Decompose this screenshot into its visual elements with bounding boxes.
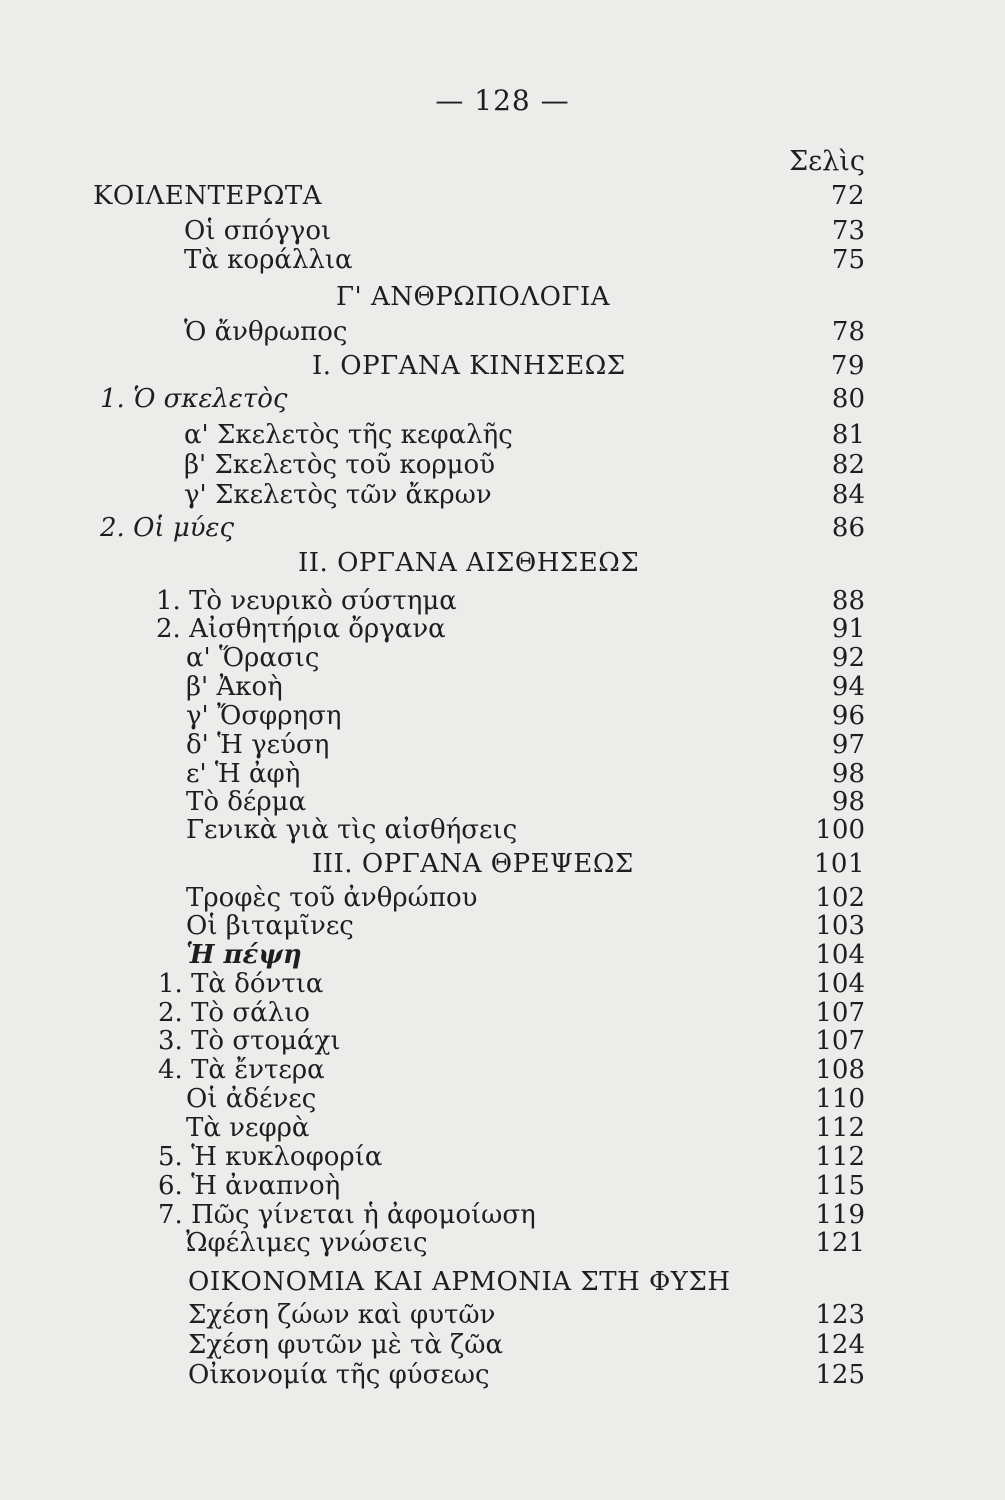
toc-entry xyxy=(0,419,1005,451)
toc-entry-text: ΟΙΚΟΝΟΜΙΑ ΚΑΙ ΑΡΜΟΝΙΑ ΣΤΗ ΦΥΣΗ xyxy=(188,1267,731,1297)
toc-page-column-header: Σελὶς xyxy=(789,146,865,177)
toc-entry-text: Τὸ δέρμα xyxy=(186,787,307,817)
toc-entry-text: γ' Ὄσφρηση xyxy=(186,701,342,731)
toc-entry-page: 80 xyxy=(831,384,865,414)
toc-section-heading xyxy=(0,1266,1005,1298)
toc-entry-page: 73 xyxy=(831,216,865,246)
toc-entry-text: Ὁ ἄνθρωπος xyxy=(184,317,348,347)
toc-entry-page: 103 xyxy=(815,911,865,941)
toc-entry-page: 81 xyxy=(831,420,865,450)
toc-entry-page: 79 xyxy=(830,351,865,381)
toc-entry xyxy=(0,814,1005,846)
toc-entry xyxy=(0,1025,1005,1057)
toc-entry-page: 94 xyxy=(831,672,865,702)
toc-entry-text: 4. Τὰ ἔντερα xyxy=(158,1055,325,1085)
toc-entry-page: 112 xyxy=(815,1113,865,1143)
toc-entry-page: 121 xyxy=(815,1228,865,1258)
toc-entry xyxy=(0,613,1005,645)
toc-entry-text: 1. Ὁ σκελετὸς xyxy=(100,384,288,414)
toc-entry xyxy=(0,968,1005,1000)
toc-section-heading xyxy=(0,180,1005,212)
toc-entry xyxy=(0,449,1005,481)
toc-entry-text: III. ΟΡΓΑΝΑ ΘΡΕΨΕΩΣ xyxy=(312,849,634,879)
toc-entry xyxy=(0,910,1005,942)
toc-entry-text: Ἡ πέψη xyxy=(186,940,302,970)
toc-entry xyxy=(0,729,1005,761)
toc-entry-text: Οἱ σπόγγοι xyxy=(184,216,332,246)
toc-entry-text: Σχέση ζώων καὶ φυτῶν xyxy=(188,1300,496,1330)
toc-entry-page: 125 xyxy=(815,1360,865,1390)
toc-entry-text: 1. Τὸ νευρικὸ σύστημα xyxy=(156,586,457,616)
toc-entry-page: 88 xyxy=(831,586,865,616)
toc-section-heading xyxy=(0,848,1005,880)
toc-entry-text: I. ΟΡΓΑΝΑ ΚΙΝΗΣΕΩΣ xyxy=(312,351,626,381)
toc-entry-page: 84 xyxy=(831,480,865,510)
toc-entry-text: II. ΟΡΓΑΝΑ ΑΙΣΘΗΣΕΩΣ xyxy=(298,548,640,578)
toc-entry xyxy=(0,1083,1005,1115)
toc-entry-page: 101 xyxy=(813,849,865,879)
toc-entry-page: 110 xyxy=(815,1084,865,1114)
toc-entry-text: 2. Οἱ μύες xyxy=(100,513,235,543)
toc-entry-page: 124 xyxy=(815,1330,865,1360)
toc-entry-page: 112 xyxy=(815,1142,865,1172)
toc-entry-text: ε' Ἡ ἀφὴ xyxy=(186,759,301,789)
toc-entry-text: Τὰ νεφρὰ xyxy=(186,1113,310,1143)
toc-entry-page: 104 xyxy=(815,940,865,970)
toc-entry-text: δ' Ἡ γεύση xyxy=(186,730,330,760)
toc-entry xyxy=(0,1329,1005,1361)
toc-entry-text: β' Ἀκοὴ xyxy=(186,672,283,702)
toc-entry xyxy=(0,479,1005,511)
toc-entry-page: 86 xyxy=(831,513,865,543)
toc-entry xyxy=(0,215,1005,247)
toc-entry-page: 102 xyxy=(815,883,865,913)
toc-entry-text: 7. Πῶς γίνεται ἡ ἀφομοίωση xyxy=(158,1200,536,1230)
toc-section-heading xyxy=(0,281,1005,313)
toc-entry-page: 107 xyxy=(815,998,865,1028)
toc-entry-text: Οἱ βιταμῖνες xyxy=(186,911,354,941)
toc-entry-text: α' Ὅρασις xyxy=(186,643,320,673)
toc-entry-text: Γ' ΑΝΘΡΩΠΟΛΟΓΙΑ xyxy=(336,282,611,312)
toc-entry-text: 3. Τὸ στομάχι xyxy=(158,1026,341,1056)
toc-entry-page: 104 xyxy=(815,969,865,999)
toc-entry-page: 91 xyxy=(831,614,865,644)
toc-subheading xyxy=(0,512,1005,544)
toc-entry-page: 123 xyxy=(815,1300,865,1330)
toc-entry-page: 75 xyxy=(831,245,865,275)
toc-entry-page: 96 xyxy=(831,701,865,731)
toc-entry-text: 2. Αἰσθητήρια ὄργανα xyxy=(156,614,446,644)
toc-entry-page: 107 xyxy=(815,1026,865,1056)
toc-entry-page: 119 xyxy=(815,1200,865,1230)
toc-entry xyxy=(0,1359,1005,1391)
toc-entry-text: Γενικὰ γιὰ τὶς αἰσθήσεις xyxy=(186,815,518,845)
toc-entry-page: 82 xyxy=(831,450,865,480)
toc-subheading xyxy=(0,383,1005,415)
page-number: — 128 — xyxy=(435,84,570,117)
toc-entry-page: 72 xyxy=(830,181,865,211)
toc-entry xyxy=(0,244,1005,276)
toc-entry xyxy=(0,1112,1005,1144)
toc-entry-text: α' Σκελετὸς τῆς κεφαλῆς xyxy=(184,420,513,450)
toc-entry xyxy=(0,316,1005,348)
toc-entry-page: 78 xyxy=(831,317,865,347)
toc-entry xyxy=(0,671,1005,703)
toc-entry-page: 115 xyxy=(815,1171,865,1201)
toc-entry-text: γ' Σκελετὸς τῶν ἄκρων xyxy=(184,480,492,510)
toc-entry xyxy=(0,642,1005,674)
toc-entry-page: 97 xyxy=(831,730,865,760)
toc-entry-text: ΚΟΙΛΕΝΤΕΡΩΤΑ xyxy=(93,181,323,211)
toc-entry xyxy=(0,1170,1005,1202)
toc-entry xyxy=(0,700,1005,732)
toc-entry-text: Οἱ ἀδένες xyxy=(186,1084,317,1114)
toc-entry-text: 2. Τὸ σάλιο xyxy=(158,998,310,1028)
toc-entry-text: 6. Ἡ ἀναπνοὴ xyxy=(158,1171,341,1201)
toc-entry-page: 98 xyxy=(831,787,865,817)
toc-entry-text: 5. Ἡ κυκλοφορία xyxy=(158,1142,383,1172)
toc-entry xyxy=(0,1054,1005,1086)
toc-entry-text: β' Σκελετὸς τοῦ κορμοῦ xyxy=(184,450,496,480)
toc-subheading xyxy=(0,939,1005,971)
toc-section-heading xyxy=(0,547,1005,579)
toc-entry xyxy=(0,1141,1005,1173)
toc-entry-text: Τροφὲς τοῦ ἀνθρώπου xyxy=(186,883,478,913)
toc-entry xyxy=(0,1299,1005,1331)
toc-entry-text: Τὰ κοράλλια xyxy=(184,245,353,275)
toc-entry-text: 1. Τὰ δόντια xyxy=(158,969,324,999)
toc-entry-text: Σχέση φυτῶν μὲ τὰ ζῶα xyxy=(188,1330,504,1360)
toc-entry-page: 100 xyxy=(815,815,865,845)
toc-entry-text: Οἰκονομία τῆς φύσεως xyxy=(188,1360,490,1390)
toc-entry-page: 98 xyxy=(831,759,865,789)
toc-entry-page: 108 xyxy=(815,1055,865,1085)
toc-entry-text: Ὠφέλιμες γνώσεις xyxy=(186,1228,428,1258)
toc-entry xyxy=(0,1227,1005,1259)
toc-section-heading xyxy=(0,350,1005,382)
toc-entry-page: 92 xyxy=(831,643,865,673)
